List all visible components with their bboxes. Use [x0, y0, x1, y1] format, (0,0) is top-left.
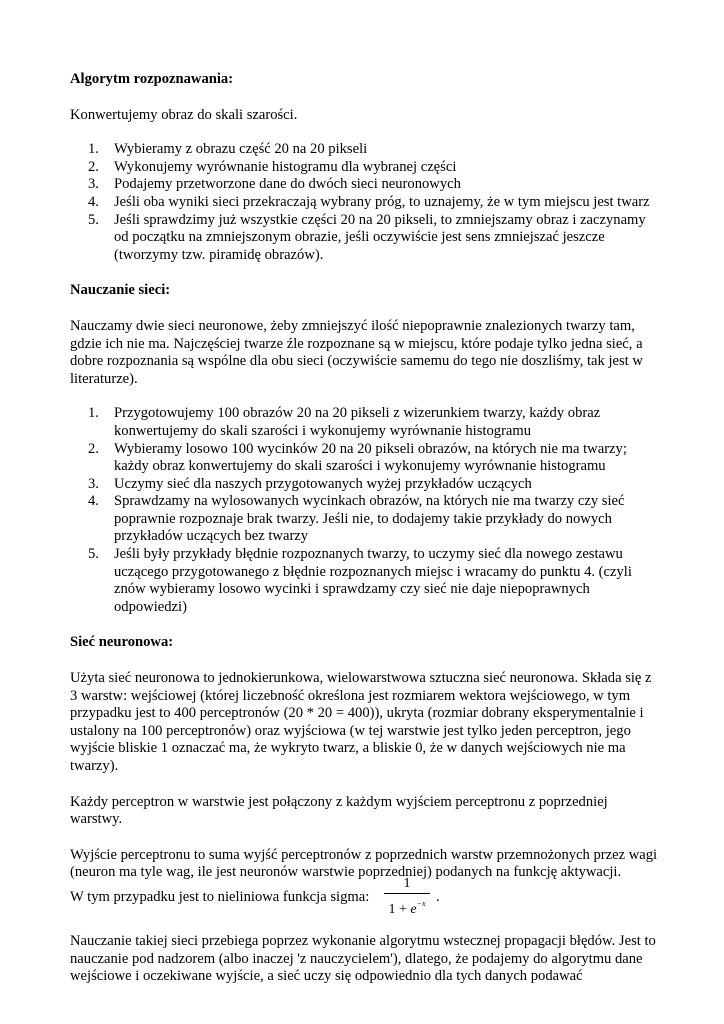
list-item: 3. Uczymy sieć dla naszych przygotowanych wyżej przykładów uczących [88, 475, 532, 492]
formula-numerator: 1 [403, 875, 411, 891]
list-item: 4. Sprawdzamy na wylosowanych wycinkach obrazów, na których nie ma twarzy czy sieć poprawnie rozpoznaje brak twarzy. Jeśli nie, to dodajemy takie przykłady do nowych przykładów uczących bez twarzy [88, 493, 625, 545]
list-item: 3. Podajemy przetworzone dane do dwóch sieci neuronowych [88, 176, 461, 193]
section-heading-network: Sieć neuronowa: [70, 634, 174, 651]
formula-denominator: $1 + e^{-x}$ [388, 898, 426, 917]
list-item: 1. Przygotowujemy 100 obrazów 20 na 20 pikseli z wizerunkiem twarzy, każdy obraz konwertujemy do skali szarości i wykonujemy wyrównanie histogramu [88, 405, 601, 439]
list-item: 2. Wykonujemy wyrównanie histogramu dla wybranej części [88, 158, 457, 175]
section-heading-training: Nauczanie sieci: [70, 282, 171, 299]
algorithm-intro: Konwertujemy obraz do skali szarości. [70, 106, 298, 123]
section-heading-algorithm: Algorytm rozpoznawania: [70, 71, 234, 87]
list-item: 5. Jeśli sprawdzimy już wszystkie części 20 na 20 pikseli, to zmniejszamy obraz i zaczynamy od początku na zmniejszonym obrazie, jeśli oczywiście jest sens zmniejszać jeszcze (tworzymy tzw. piramidę obrazów). [88, 211, 646, 263]
sigma-formula [384, 876, 430, 918]
list-item: 2. Wybieramy losowo 100 wycinków 20 na 20 pikseli obrazów, na których nie ma twarzy; każdy obraz konwertujemy do skali szarości i wykonujemy wyrównanie histogramu [88, 440, 627, 475]
formula-period: . [436, 888, 440, 905]
network-paragraph-3: Wyjście perceptronu to suma wyjść perceptronów z poprzednich warstw przemnożonych przez wagi (neuron ma tyle wag, ile jest neuronów warstwie poprzedniej) podanych na funkcję aktywacji. [70, 846, 658, 881]
formula-label: W tym przypadku jest to nieliniowa funkcja sigma: [70, 888, 370, 905]
list-item: 5. Jeśli były przykłady błędnie rozpoznanych twarzy, to uczymy sieć dla nowego zestawu uczącego przygotowanego z błędnie rozpoznanych miejsc i wracamy do punktu 4. (czyli znów wybieramy losowo wycinki i sprawdzamy czy sieć nie daje niepoprawnych odpowiedzi) [88, 546, 632, 615]
document-page [70, 71, 660, 986]
fraction-bar [384, 893, 430, 894]
list-item: 1. Wybieramy z obrazu część 20 na 20 pikseli [88, 141, 368, 158]
sigma-formula-line [70, 875, 660, 917]
network-paragraph-1: Użyta sieć neuronowa to jednokierunkowa, wielowarstwowa sztuczna sieć neuronowa. Składa się z 3 warstw: wejściowej (której liczebność określona jest rozmiarem wektora wejściowego, w tym przypadku jest to 400 perceptronów (20 * 20 = 400)), ukryta (rozmiar dobrany eksperymentalnie i ustalony na 100 perceptronów) oraz wyjściowa (w tej warstwie jest tylko jeden perceptron, jego wyjście bliskie 1 oznaczać ma, że wykryto twarz, a bliskie 0, że w danych wejściowych nie ma twarzy). [70, 670, 652, 774]
training-intro: Nauczamy dwie sieci neuronowe, żeby zmniejszyć ilość niepoprawnie znalezionych twarzy tam, gdzie ich nie ma. Najczęściej twarze źle rozpoznane są w miejscu, które podaje tylko jedna sieć, a dobre rozpoznania są wspólne dla obu sieci (oczywiście samemu do tego nie doszliśmy, tak jest w literaturze). [70, 317, 643, 387]
network-paragraph-4: Nauczanie takiej sieci przebiega poprzez wykonanie algorytmu wstecznej propagacji błędów. Jest to nauczanie pod nadzorem (albo inaczej 'z nauczycielem'), dlatego, że podajemy do algorytmu dane wejściowe i oczekiwane wyjście, a sieć uczy się odpowiednio dla tych danych podawać [70, 932, 656, 985]
network-paragraph-2: Każdy perceptron w warstwie jest połączony z każdym wyjściem perceptronu z poprzedniej warstwy. [70, 793, 608, 828]
list-item: 4. Jeśli oba wyniki sieci przekraczają wybrany próg, to uznajemy, że w tym miejscu jest twarz [88, 193, 650, 210]
training-steps-list [70, 405, 660, 616]
algorithm-steps-list [70, 141, 660, 264]
